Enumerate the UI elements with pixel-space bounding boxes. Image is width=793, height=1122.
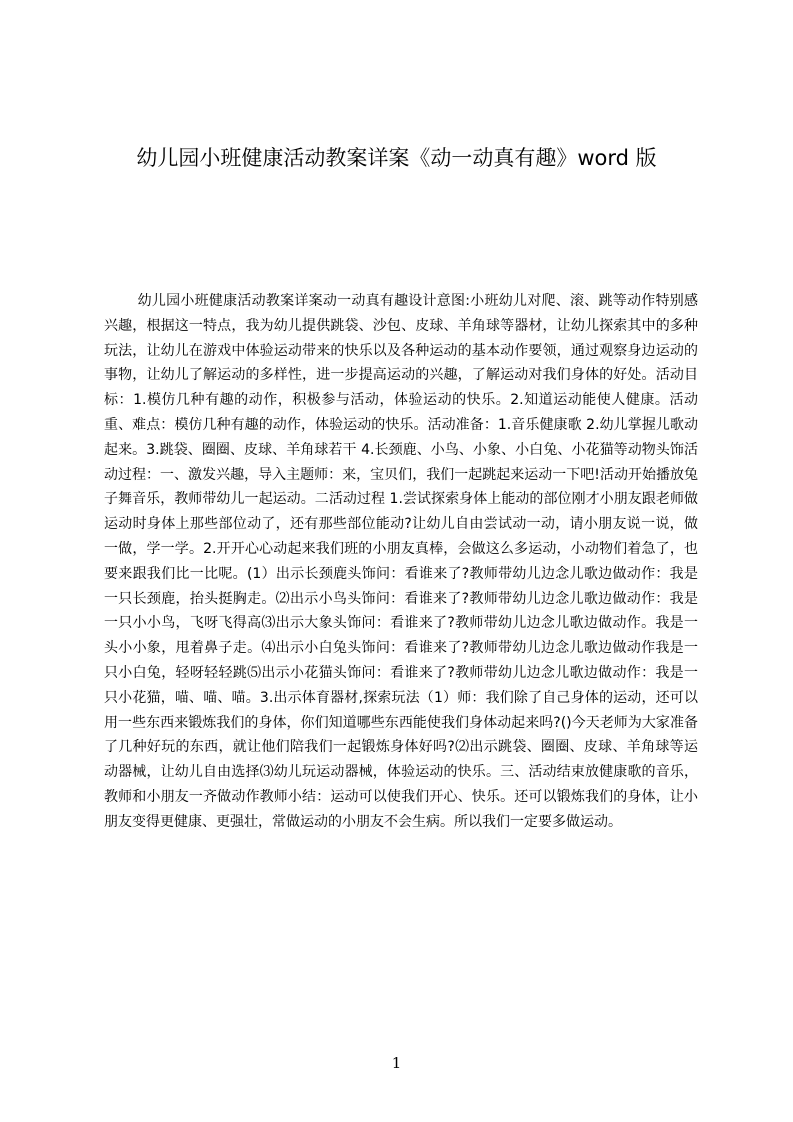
page-number: 1 — [391, 1054, 402, 1072]
document-body-paragraph: 幼儿园小班健康活动教案详案动一动真有趣设计意图:小班幼儿对爬、滚、跳等动作特别感兴趣，根据这一特点，我为幼儿提供跳袋、沙包、皮球、羊角球等器材，让幼儿探索其中的多种玩法，让幼儿在游戏中体验运动带来的快乐以及各种运动的基本动作要领，通过观察身边运动的事物，让幼儿了解运动的多样性，进一步提高运动的兴趣，了解运动对我们身体的好处。活动目标：1.模仿几种有趣的动作，积极参与活动，体验运动的快乐。2.知道运动能使人健康。活动重、难点：模仿几种有趣的动作，体验运动的快乐。活动准备：1.音乐健康歌 2.幼儿掌握儿歌动起来。3.跳袋、圈圈、皮球、羊角球若干 4.长颈鹿、小鸟、小象、小白兔、小花猫等动物头饰活动过程：一、激发兴趣，导入主题师：来，宝贝们，我们一起跳起来运动一下吧!活动开始播放兔子舞音乐，教师带幼儿一起运动。二活动过程 1.尝试探索身体上能动的部位刚才小朋友跟老师做运动时身体上那些部位动了，还有那些部位能动?让幼儿自由尝试动一动，请小朋友说一说，做一做，学一学。2.开开心心动起来我们班的小朋友真棒，会做这么多运动，小动物们着急了，也要来跟我们比一比呢。(1）出示长颈鹿头饰问：看谁来了?教师带幼儿边念儿歌边做动作：我是一只长颈鹿，抬头挺胸走。⑵出示小鸟头饰问：看谁来了?教师带幼儿边念儿歌边做动作：我是一只小小鸟，飞呀飞得高⑶出示大象头饰问：看谁来了?教师带幼儿边念儿歌边做动作。我是一头小小象，甩着鼻子走。⑷出示小白兔头饰问：看谁来了?教师带幼儿边念儿歌边做动作我是一只小白兔，轻呀轻轻跳⑸出示小花猫头饰问：看谁来了?教师带幼儿边念儿歌边做动作：我是一只小花猫，喵、喵、喵。3.出示体育器材,探索玩法（1）师：我们除了自己身体的运动，还可以用一些东西来锻炼我们的身体，你们知道哪些东西能使我们身体动起来吗?()今天老师为大家准备了几种好玩的东西，就让他们陪我们一起锻炼身体好吗?⑵出示跳袋、圈圈、皮球、羊角球等运动器械，让幼儿自由选择⑶幼儿玩运动器械，体验运动的快乐。三、活动结束放健康歌的音乐，教师和小朋友一齐做动作教师小结：运动可以使我们开心、快乐。还可以锻炼我们的身体，让小朋友变得更健康、更强壮，常做运动的小朋友不会生病。所以我们一定要多做运动。 — [104, 293, 698, 830]
document-title: 幼儿园小班健康活动教案详案《动一动真有趣》word 版 — [136, 146, 657, 170]
